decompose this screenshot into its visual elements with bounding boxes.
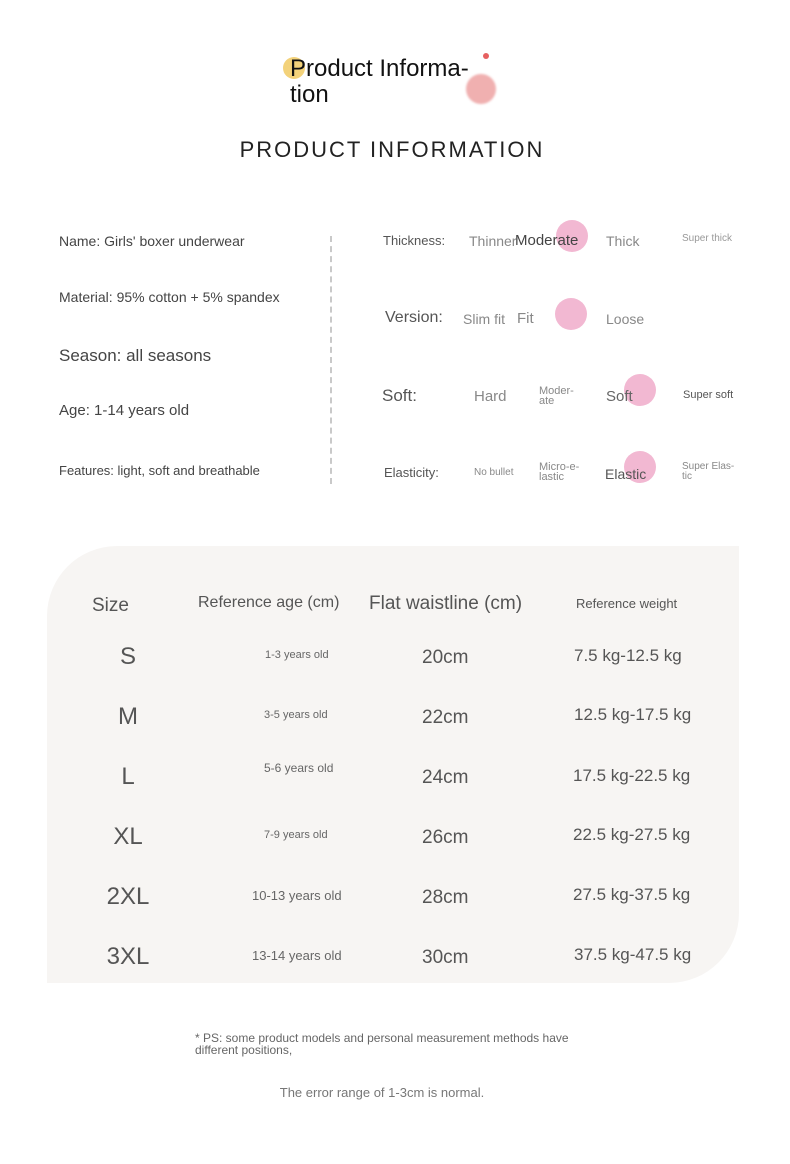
version-option: Slim fit [463, 311, 505, 327]
version-label: Version: [385, 309, 443, 326]
elasticity-option: No bullet [474, 467, 514, 478]
waist-cell: 30cm [422, 947, 469, 968]
age-cell: 13-14 years old [252, 948, 342, 963]
table-header-age: Reference age (cm) [198, 594, 340, 611]
size-cell: L [121, 763, 135, 790]
soft-option: Hard [474, 388, 507, 405]
age-cell: 7-9 years old [264, 829, 328, 841]
elasticity-label: Elasticity: [384, 465, 439, 480]
waist-cell: 26cm [422, 827, 469, 848]
soft-option: Super soft [683, 389, 734, 401]
waist-cell: 28cm [422, 887, 469, 908]
table-header-weight: Reference weight [576, 596, 678, 611]
waist-cell: 24cm [422, 767, 469, 788]
thickness-option-selected: Moderate [515, 232, 579, 249]
table-header-waist: Flat waistline (cm) [369, 593, 523, 614]
selected-marker-dot [555, 298, 587, 330]
size-cell: XL [113, 823, 143, 850]
product-season: Season: all seasons [59, 346, 212, 365]
elasticity-option: Super Elas-tic [682, 461, 735, 482]
age-cell: 3-5 years old [264, 709, 328, 721]
soft-option: Moder-ate [539, 385, 574, 407]
elasticity-option-selected: Elastic [605, 466, 647, 482]
weight-cell: 27.5 kg-37.5 kg [573, 885, 691, 904]
size-cell: 2XL [106, 883, 150, 910]
age-cell: 10-13 years old [252, 888, 342, 903]
table-header-size: Size [92, 595, 129, 616]
weight-cell: 17.5 kg-22.5 kg [573, 766, 691, 785]
version-option: Loose [606, 311, 645, 327]
waist-cell: 20cm [422, 647, 469, 668]
page-title: Product Informa- tion [290, 55, 469, 108]
error-range-note: The error range of 1-3cm is normal. [279, 1085, 485, 1100]
weight-cell: 22.5 kg-27.5 kg [573, 825, 691, 844]
weight-cell: 37.5 kg-47.5 kg [574, 945, 692, 964]
thickness-option: Thick [606, 233, 640, 249]
version-option-selected: Fit [517, 310, 534, 327]
soft-label: Soft: [382, 386, 417, 405]
elasticity-option: Micro-e-lastic [539, 461, 580, 483]
age-cell: 1-3 years old [265, 649, 329, 661]
weight-cell: 12.5 kg-17.5 kg [574, 705, 692, 724]
size-cell: 3XL [106, 943, 150, 970]
product-age: Age: 1-14 years old [59, 402, 190, 419]
size-cell: S [119, 643, 136, 670]
age-cell: 5-6 years old [264, 761, 334, 775]
product-name: Name: Girls' boxer underwear [59, 233, 245, 249]
waist-cell: 22cm [422, 707, 469, 728]
thickness-option: Super thick [682, 233, 733, 244]
weight-cell: 7.5 kg-12.5 kg [574, 646, 682, 665]
size-cell: M [118, 703, 138, 730]
page-subtitle: PRODUCT INFORMATION [239, 137, 545, 162]
soft-option-selected: Soft [606, 388, 633, 405]
ps-note: * PS: some product models and personal measurement methods have different positions, [195, 1031, 569, 1057]
thickness-label: Thickness: [383, 233, 446, 248]
dashed-divider [330, 236, 332, 484]
product-features: Features: light, soft and breathable [59, 463, 260, 478]
product-material: Material: 95% cotton + 5% spandex [59, 289, 280, 305]
thickness-option: Thinner [469, 233, 517, 249]
